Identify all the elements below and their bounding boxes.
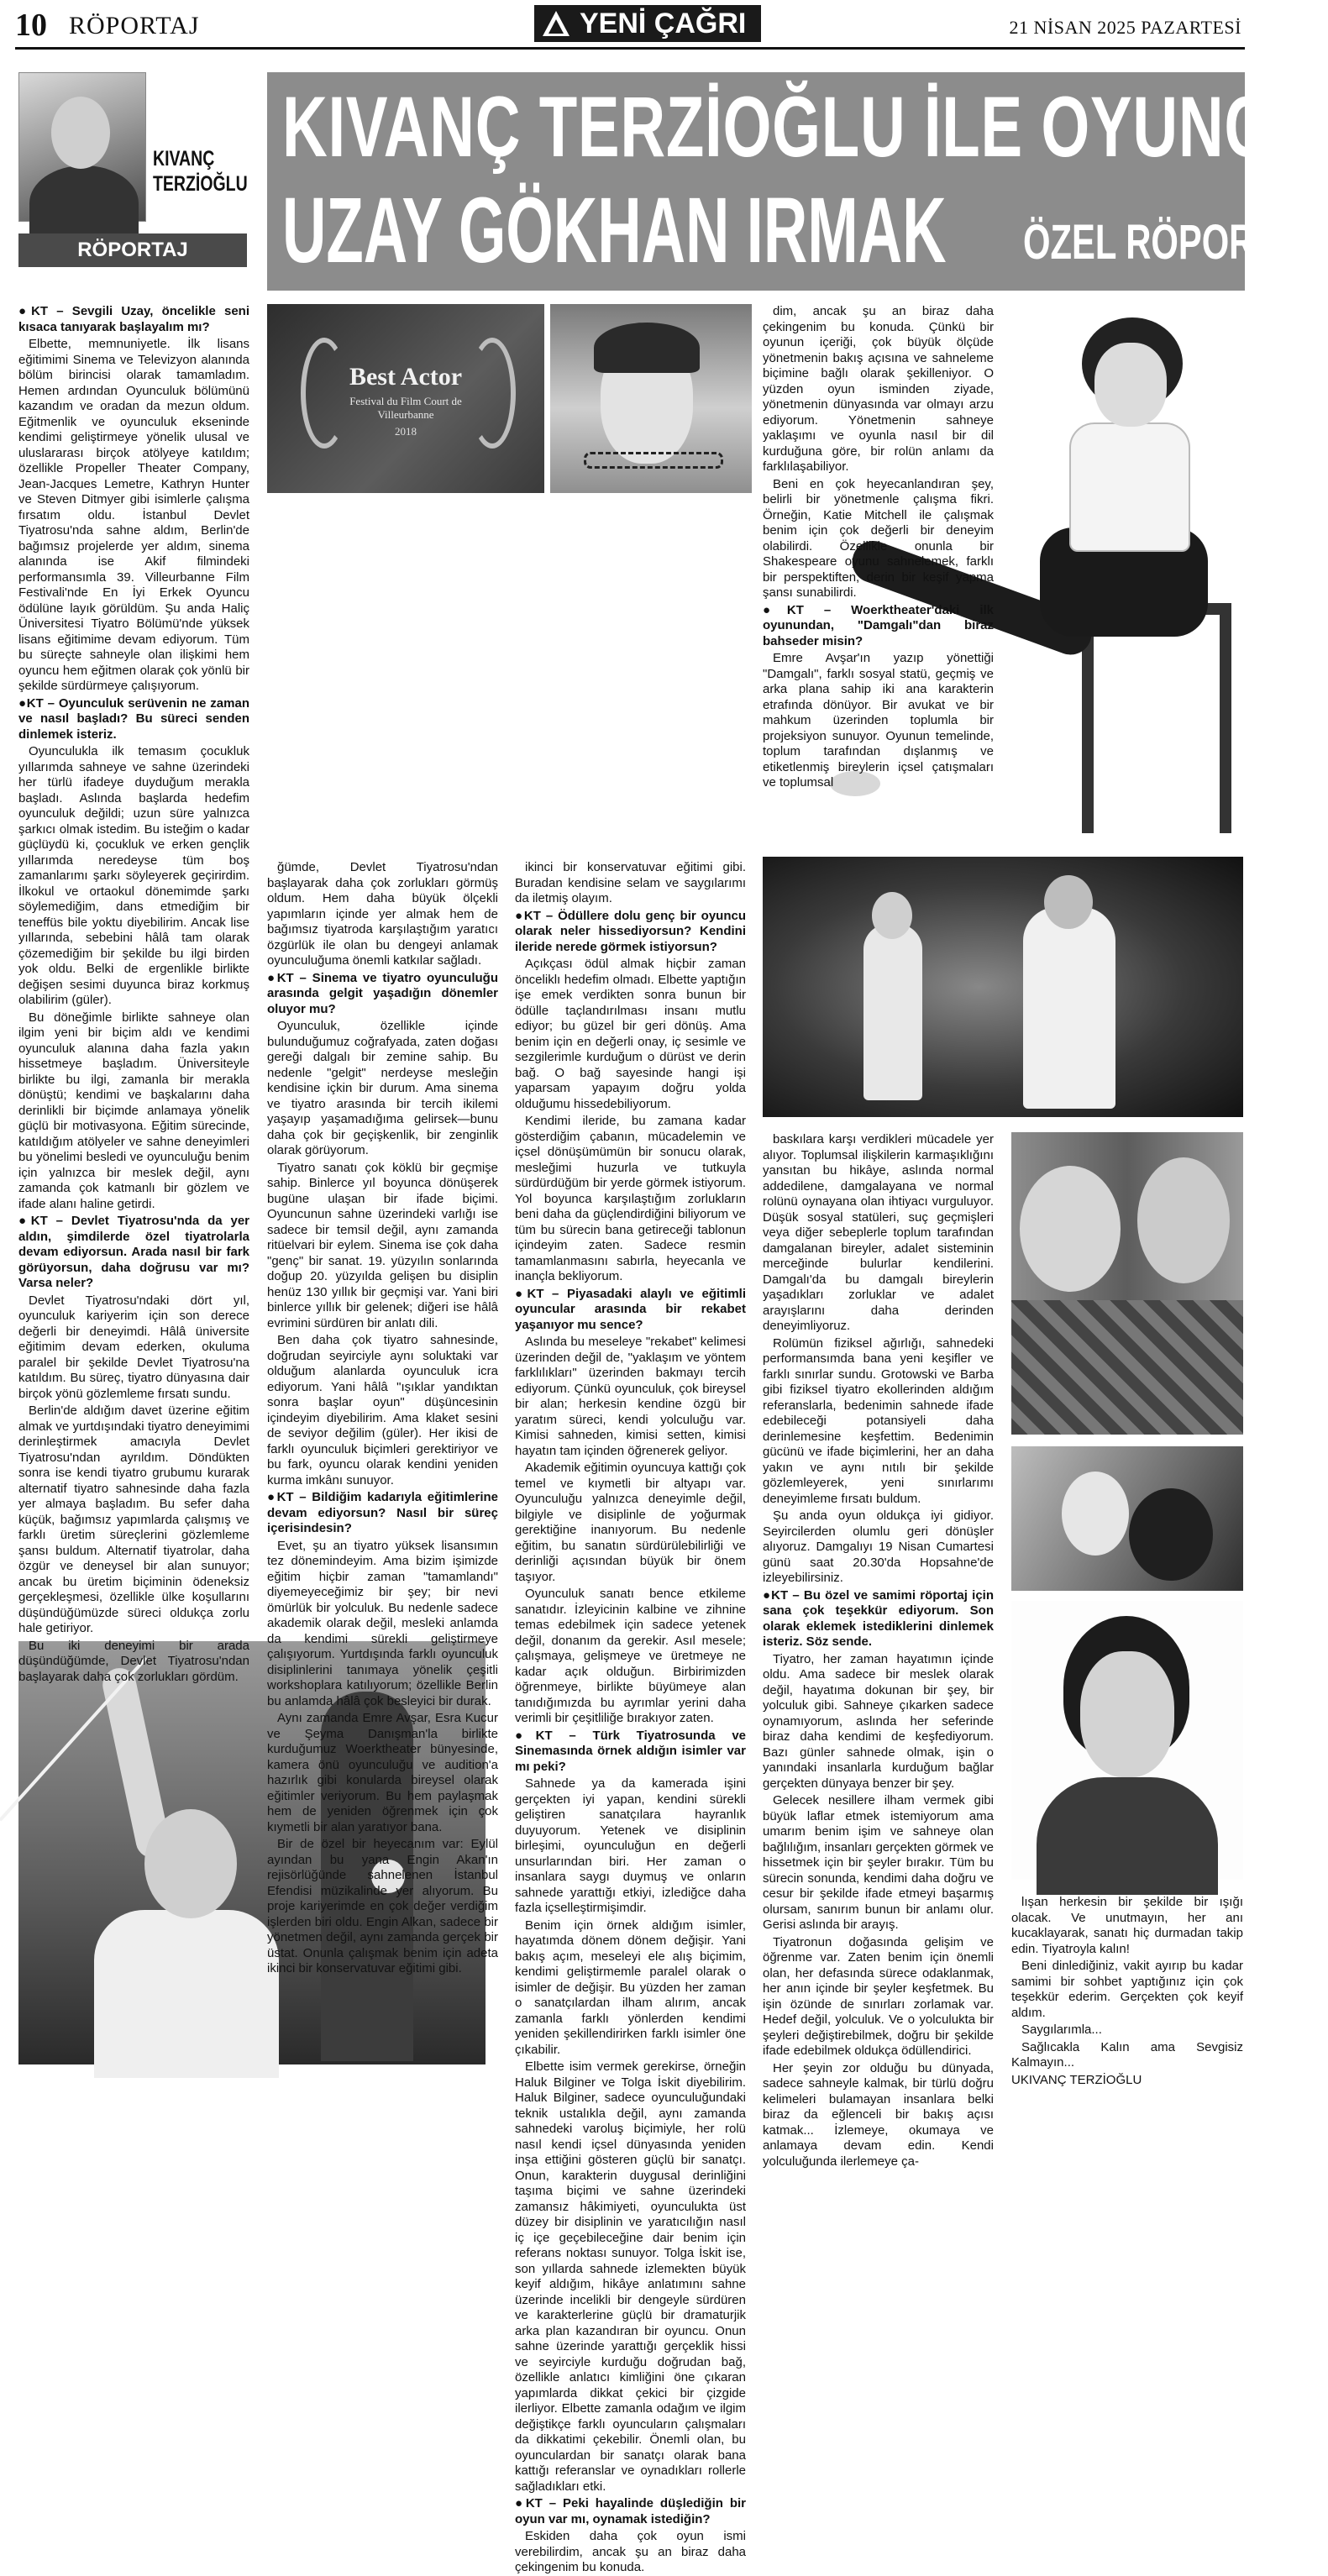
article-column-3 [515, 860, 747, 2574]
answer-paragraph: Beni dinlediğiniz, vakit ayırıp bu kadar samimi bir sohbet yaptığınız için çok teşekkür ederim. Gerçekten çok keyif aldım. [1011, 1959, 1243, 2020]
author-signature: UKIVANÇ TERZİOĞLU [1011, 2072, 1142, 2087]
interview-question: ● KT – Devlet Tiyatrosu'nda da yer aldın, şimdilerde özel tiyatrolarla devam ediyorsun. Arada nasıl bir fark görüyorsun, daha doğrusu var mı? Varsa neler? [18, 1214, 249, 1292]
answer-paragraph: Oyunculuk sanatı bence etkileme sanatıdır. İzleyicinin kalbine ve zihnine temas edebilmek için sadece yetenek değil, donanım da gerekir. Asıl mesele; çalışmaya, gelişmeye ve üretmeye ne kadar açık olduğun. Birbirimizden öğrenmeye, birlikte büyümeye alan tanıdığımızda bu ayrımlar yerini daha verimli bir çeşitliliğe bırakıyor zaten. [515, 1587, 746, 1725]
author-name-line1: KIVANÇ [153, 147, 215, 171]
answer-paragraph: Açıkçası ödül almak hiçbir zaman önceliklı hedefim olmadı. Elbette yaptığın işe emek verdikten sonra bunun bir ödülle taçlandırılması insanı mutlu ediyor; bu güzel bir geri dönüş. Ama benim için en değerli onay, iç sesimle ve sezgilerimle kurduğum o dürüst ve derin bağ. O bağ sayesinde hangi işi yaparsam yapayım doğru yolda olduğumu hissedebiliyorum. [515, 957, 746, 1111]
answer-paragraph: Eskiden daha çok oyun ismi verebilirdim, ancak şu an biraz daha çekingenim bu konuda. [515, 2529, 746, 2574]
headline-banner [267, 72, 1328, 291]
answer-paragraph: Sağlıcakla Kalın ama Sevgisiz Kalmayın... [1011, 2039, 1243, 2070]
answer-paragraph: Saygılarımla... [1021, 2023, 1102, 2037]
masthead-logo [534, 5, 761, 42]
award-title: Best Actor [349, 363, 463, 391]
duo-portrait-photo [1011, 1132, 1243, 1435]
answer-paragraph: Gelecek nesillere ilham vermek gibi büyük laflar etmek istemiyorum ama umarım benim işim ve sahneye olan bağlılığım, insanları gerçekten görmek ve hissetmek için bir şeyler bırakır. Tüm bu sürecin sonunda, kendimi daha doğru ve cesur bir şekilde ifade etmeyi başarmış olursam, sanırım bunun bir anlamı olur. Gerisi aslında bir arayış. [763, 1793, 994, 1932]
author-photo [18, 72, 146, 222]
interview-question: ● KT – Peki hayalinde düşlediğin bir oyun var mı, oynamak istediğin? [515, 2496, 746, 2527]
answer-paragraph: Ben daha çok tiyatro sahnesinde, doğrudan seyirciyle aynı soluktaki var olduğum alanlarda oyunculuk icra ediyorum. Yani hâlâ "ışıklar yandıktan sonra başlar oyun" düşüncesinin içindeyim diyebilirim. Ama klaket sesini de seviyor değilim (güler). Her ikisi de farklı oyunculuk biçimleri gerektiriyor ve bu fark, oyuncu olarak kendini yeniden kurma imkânı sunuyor. [267, 1333, 498, 1487]
answer-paragraph: Benim için örnek aldığım isimler, hayatımda dönem dönem değişir. Yani bakış açım, meseleyi ele alış biçimim, kendimi geliştirmemle paralel olarak o isimler de değişir. Bu yüzden her zaman o sanatçılardan ilham alırım, ancak zamanla farklı yönlerden kendimi yeniden şekillendirirken farklı isimler öne çıkabilir. [515, 1918, 746, 2057]
page-number: 10 [15, 8, 47, 43]
answer-paragraph: baskılara karşı verdikleri mücadele yer alıyor. Toplumsal ilişkilerin karmaşıklığını yansıtan bu hikâye, aslında normal addedilene, damgalayana ve normal rolünü oynayana olan ihtiyacı vurguluyor. Düşük sosyal statüleri, suç geçmişleri veya diğer sebeplerle toplum tarafından damgalanan bireyler, adalet sisteminin merceğinde bulurlar kendilerini. Damgalı'da bu damgalı bireylerin yaşadıkları zorluklar ve adalet arayışlarını daha derinden deneyimliyoruz. [763, 1132, 994, 1333]
interview-question: ● KT – Sinema ve tiyatro oyunculuğu arasında gelgit yaşadığın dönemler oluyor mu? [267, 971, 498, 1018]
answer-paragraph: Oyunculuk, özellikle içinde bulunduğumuz coğrafyada, zaten doğası gereği dalgalı bir zemine sahip. Bu nedenle "gelgit" nerdeyse mesleğin kendisine içkin bir durum. Ama sinema ve tiyatro arasında bir tercih ikilemi yaşayıp yaşamadığıma gelirsek—bunu daha çok bir geçişkenlik, bir zenginlik olarak görüyorum. [267, 1019, 498, 1157]
answer-paragraph: Şu anda oyun oldukça iyi gidiyor. Seyircilerden olumlu geri dönüşler alıyoruz. Damgalıyı 19 Nisan Cumartesi günü saat 20.30'da Hopsahne'de izleyebilirsiniz. [763, 1508, 994, 1585]
interview-question: ● KT – Sevgili Uzay, öncelikle seni kısaca tanıyarak başlayalım mı? [18, 304, 249, 335]
interview-question: ● KT – Bildiğim kadarıyla eğitimlerine devam ediyorsun? Nasıl bir süreç içerisindesin? [267, 1490, 498, 1537]
answer-paragraph: Bu döneğimle birlikte sahneye olan ilgim yeni bir biçim aldı ve kendimi oyunculuk alanına daha fazla yakın hissetmeye başladım. Üniversiteyle birlikte bu ilgi, zamanla bir merakla dönüştü; kendimi ve başkalarını daha derinlikli bir biçimde anlamaya yönelik güçlü bir motivasyona. Eğitim sürecinde, katıldığım atölyeler ve sahne deneyimleri bu yönelimi besledi ve oyunculuğu benim için yalnızca bir meslek değil, aynı zamanda çok katmanlı bir gözlem ve ifade alanı haline getirdi. [18, 1010, 249, 1211]
chained-actor-photo [550, 304, 752, 493]
headline-suffix: ÖZEL RÖPORTAJI [1023, 215, 1328, 270]
answer-paragraph: Evet, şu an tiyatro yüksek lisansımın tez dönemindeyim. Ama bizim işimizde eğitim hiçbir zaman "tamamlandı" diyemeyeceğimiz bir şey; bir nevi ömürlük bir yolculuk. Bu nedenle sadece akademik olarak değil, mesleki anlamda da kendimi sürekli geliştirmeye çalışıyorum. Yurtdışında farklı oyunculuk disiplinlerini tanımaya yönelik çeşitli workshoplara katılıyorum; özellikle Berlin bu anlamda hâlâ çok besleyici bir durak. [267, 1538, 498, 1708]
interview-question: ● KT – Oyunculuk serüvenin ne zaman ve nasıl başladı? Bu süreci senden dinlemek isteriz. [18, 696, 249, 743]
answer-paragraph: Beni en çok heyecanlandıran şey, belirli bir yönetmenle çalışma fikri. Örneğin, Katie Mitchell ile çalışmak benim için çok değerli bir deneyim olabilirdi. Özellikle onunla bir Shakespeare oyunu sahnelemek, farklı bir perspektiften, derin bir keşif yapma şansı sunabilirdi. [763, 476, 994, 600]
answer-paragraph: Oyunculukla ilk temasım çocukluk yıllarımda sahneye ve sahne üzerindeki her türlü ifadeye duyduğum merakla başladı. Aslında başlarda hedefim oyunculuk değildi; uzun süre yalnızca şarkıcı olmak istedim. Bu isteğim o kadar güçlüydü ki, çocukluk ve erken gençlik yıllarımda neredeyse tüm boş zamanlarımı şarkı söyleyerek geçirirdim. İlkokul ve ortaokul dönemimde şarkı söylemediğim, dans etmediğim bir teneffüs bile yoktu diyebilirim. Ancak lise yıllarında, sebebini hâlâ tam olarak çözemediğim bir şekilde bu ilgi birden yok oldu. Belki de ergenlikle birlikte değişen sesimi duyunca biraz korkmuş olabilirim (güler). [18, 744, 249, 1007]
answer-paragraph: Tiyatronun doğasında gelişim ve öğrenme var. Zaten benim için önemli olan, her defasında sürece odaklanmak, her anın içinde bir şeyler keşfetmek. Bu işin özünde de sınırları zorlamak var. Hedef değil, yolculuk. Ve o yolculukta bir şeyleri değiştirebilmek, doğru bir şekilde ifade edebilmek oldukça ödüllendirici. [763, 1934, 994, 2058]
answer-paragraph: Bu iki deneyimi bir arada düşündüğümde, Devlet Tiyatrosu'ndan başlayarak daha çok zorlukları gördüm. [18, 1638, 249, 1684]
article-column-4-continued [763, 1132, 994, 2169]
answer-paragraph: Her şeyin zor olduğu bu dünyada, sadece sahneyle kalmak, bir türlü doğru kelimeleri bulamayan insanlara belki biraz da eğlenceli bir bakış açısı katmak... İzlemeye, okumaya ve anlamaya devam edin. Kendi yolculuğunda ilerlemeye ça- [763, 2060, 994, 2169]
article-column-1 [18, 304, 250, 1684]
article-closing-column [1011, 1895, 1243, 2087]
answer-paragraph: Tiyatro sanatı çok köklü bir geçmişe sahip. Binlerce yıl boyunca dönüşerek bugüne ulaşan bir ifade biçimi. Oyuncunun sahne üzerindeki varlığı ise sadece bir temsil değil, aynı zamanda ritüelvari bir eylem. Sinema ise çok daha "genç" bir sanat. 19. yüzyılın sonlarında doğup 20. yüzyılda gelişen bu disiplin henüz 130 yıllık bir geçmişi var. Yani biri binlerce yıllık bir gelenek; diğeri ise hâlâ evrimini sürdüren bir anlatı dili. [267, 1160, 498, 1330]
article-column-2 [267, 860, 498, 2061]
answer-paragraph: Rolümün fiziksel ağırlığı, sahnedeki performansımda bana yeni keşifler ve farklı sınırlar sundu. Grotowski ve Barba gibi fiziksel tiyatro ekollerinden aldığım referanslarla, bedenimin sahnede ifade edebileceği potansiyeli daha derinlemesine keşfettim. Bedenimin gücünü ve ifade biçimlerini, her an daha yakın ve aynı nıtılı bir şekilde gözlemleyerek, yeni sınırlarımı deneyimleme fırsatı buldum. [763, 1335, 994, 1506]
answer-paragraph: Berlin'de aldığım davet üzerine eğitim almak ve yurtdışındaki tiyatro deneyimimi derinleştirmek amacıyla Devlet Tiyatrosu'ndan ayrıldım. Döndükten sonra ise kendi tiyatro grubumu kurarak alternatif tiyatro sahnesinde daha fazla yer almaya başladım. Bu sefer daha küçük, bağımsız yapımlarda çalışmış ve farklı üretim süreçlerini gözlemleme şansı buldum. Alternatif tiyatrolar, daha özgür ve deneysel bir alan sunuyor; ancak bu üretim biçiminin ödeneksiz gerçekleşmesi, özellikle ülke koşullarını düşündüğümüzde süreci oldukça zorlu hale getiriyor. [18, 1403, 249, 1635]
header-divider [15, 47, 1245, 50]
headline-line1: KIVANÇ TERZİOĞLU İLE OYUNCU [282, 79, 1316, 175]
answer-paragraph: Sahnede ya da kamerada işini gerçekten iyi yapan, kendini sürekli geliştiren sanatçılara hayranlık duyuyorum. Yetenek ve disiplinin birleşimi, oyunculuğun en değerli unsurlarından biri. Her zaman o insanlara saygı duymuş ve onların sahnede yarattığı etkiyi, izlediğce daha fazla içselleştirmişimdir. [515, 1776, 746, 1915]
interview-question: ● KT – Türk Tiyatrosunda ve Sinemasında örnek aldığın isimler var mı peki? [515, 1729, 746, 1776]
stage-scene-photo [763, 857, 1243, 1117]
page-header [0, 0, 1260, 49]
answer-paragraph: Elbette, memnuniyetle. İlk lisans eğitimimi Sinema ve Televizyon alanında bölüm birincisi olarak tamamladım. Hemen ardından Oyunculuk bölümünü kazandım ve oradan da mezun oldum. Eğitmenlik ve oyunculuk ekseninde kendimi geliştirmeye yönelik ulusal ve uluslararası birçok atölyeye katıldım; özellikle Propeller Theater Company, Jean-Jacques Lemetre, Kathryn Hunter ve Steven Ditmyer gibi isimlerle çalışma fırsatım oldu. İstanbul Devlet Tiyatrosu'nda sahne aldım, Berlin'de bağımsız projelerde yer aldım, sinema alanında ise Akif filmindeki performansımla 39. Villeurbanne Film Festivali'nde En İyi Erkek Oyuncu ödülüne layık görüldüm. Şu anda Haliç Üniversitesi Tiyatro Bölümü'nde yüksek lisans eğitimime devam ediyorum. Tüm bu süreçte sahneyle olan ilişkimi hem oyuncu hem eğitmen olarak çok yönlü bir şekilde sürdürmeye çalışıyorum. [18, 337, 249, 693]
answer-paragraph: Kendimi ileride, bu zamana kadar gösterdiğim çabanın, mücadelemin ve içsel dönüşümümün bir sonucu olarak, mesleğimi huzurla ve tutkuyla sürdürdüğüm bir yerde görmek istiyorum. Yol boyunca karşılaştığım zorlukların beni daha da güçlendirdiğini biliyorum ve tüm bu sürecin bana getireceği tablonun içindeyim zaten. Sadece resmin tamamlanmasını sabırla, heyecanla ve inançla bekliyorum. [515, 1114, 746, 1283]
masthead-title: YENİ ÇAĞRI [580, 8, 747, 39]
author-name [153, 146, 248, 197]
award-year: 2018 [395, 425, 417, 438]
answer-paragraph: Tiyatro, her zaman hayatımın içinde oldu. Ama sadece bir meslek olarak değil, hayatıma dokunan bir şey, bir yolculuk gibi. Sahneye çıkarken sadece oynamıyorum, aslında her seferinde biraz daha kendimi de keşfediyorum. Bazı günler sahnede olmak, işin o yanındaki insanlarla kurduğum bağlar gerçekten dünyaya benzer bir şey. [763, 1651, 994, 1791]
award-photo [267, 304, 544, 493]
answer-paragraph: dim, ancak şu an biraz daha çekingenim bu konuda. Çünkü bir oyunun içeriği, çok büyük ölçüde yönetmenin bakış açısına ve sahneleme biçimine bağlı olarak şekilleniyor. O yüzden oyun isminden ziyade, yönetmenin dünyasında var olmayı arzu ediyorum. Yönetmenin sahneye yaklaşımı ve oyunla nasıl bir dil kurduğuna göre, bir rolün anlamı da farklılaşabiliyor. [763, 304, 994, 474]
interview-question: ● KT – Ödüllere dolu genç bir oyuncu olarak neler hissediyorsun? Kendini ileride nerede görmek istiyorsun? [515, 909, 746, 956]
answer-paragraph: Aslında bu meseleye "rekabet" kelimesi üzerinden değil de, "yaklaşım ve yöntem farklılıkları" üzerinden bakmayı tercih ediyorum. Çünkü oyunculuk, çok bireysel bir alan; herkesin kendine özgü bir yaratım süreci, kendi yolculuğu var. Kimisi sahneden, kimisi setten, kimisi hayatın tam içinden öğrenerek geliyor. [515, 1335, 746, 1458]
answer-paragraph: Elbette isim vermek gerekirse, örneğin Haluk Bilginer ve Tolga İskit diyebilirim. Haluk Bilginer, sadece oyunculuğundaki teknik ustalıkla değil, aynı zamanda sahnedeki varoluş biçimiyle, her rolü nasıl kendi içsel dünyasında yeniden inşa ettiğini gösteren güçlü bir sanatçı. Onun, karakterin duygusal derinliğini taşıma biçimi ve sahne üzerindeki zamansız hâkimiyeti, oyunculukta üst düzey bir disiplinin ve yaratıcılığın nasıl iç içe geçebileceğine dair benim için referans noktası sunuyor. Tolga İskit ise, son yıllarda sahnede izlemekten büyük keyif aldığım, hikâye anlatımını sahne üzerinde incelikli bir dengeyle sürdüren ve karakterlerine güçlü bir dramaturjik arka plan kazandıran bir oyuncu. Onun sahne üzerinde yarattığı gerçeklik hissi ve seyirciyle kurduğu doğrudan bağ, özellikle anlatıcı kimliğini öne çıkaran yapımlarda dikkat çekici bir çizgide ilerliyor. Elbette zamanla odağım ve ilgim değiştikçe farklı oyuncuların çalışmaları da dikkatimi çekebilir. Önemli olan, bu oyunculardan bir sanatçı olarak bana kattığı referanslar ve oynadıkları rollerle sağladıkları etki. [515, 2059, 746, 2494]
author-box [18, 72, 247, 274]
answer-paragraph: Aynı zamanda Emre Avşar, Esra Kucur ve Şeyma Danışman'la birlikte kurduğumuz Woerktheater bünyesinde, kamera önü oyunculuğu ve audition'a hazırlık gibi konularda bireysel olarak eğitimler veriyorum. Bu hem paylaşmak hem de yeniden öğrenmek için çok kıymetli bir alan yaratıyor bana. [267, 1711, 498, 1834]
embrace-scene-photo [1011, 1446, 1243, 1591]
headline-line2: UZAY GÖKHAN IRMAK [282, 179, 947, 282]
answer-paragraph: ğümde, Devlet Tiyatrosu'ndan başlayarak daha çok zorlukları görmüş oldum. Hem daha büyük ölçekli yapımların içinde yer almak hem de bağımsız tiyatroda karşılaştığım yaratıcı özgürlük ile olan bu dengeyi anlamak oyunculuğuma önemli katkılar sağladı. [267, 860, 498, 968]
article-category-tag: RÖPORTAJ [18, 233, 247, 267]
interview-question: ● KT – Bu özel ve samimi röportaj için sana çok teşekkür ediyorum. Son olarak eklemek istediklerini dinlemek isteriz. Söz sende. [763, 1588, 994, 1650]
newspaper-emblem-icon [541, 9, 571, 38]
answer-paragraph: ikinci bir konservatuvar eğitimi gibi. Buradan kendisine selam ve saygılarımı da iletmiş olayım. [515, 860, 746, 905]
answer-paragraph: lışan herkesin bir şekilde bir ışığı olacak. Ve unutmayın, her anı kucaklayarak, sanatı hiç durmadan takip edin. Tiyatroyla kalın! [1011, 1895, 1243, 1956]
interview-question: ● KT – Woerktheater'daki ilk oyunundan, "Damgalı"dan biraz bahseder misin? [763, 603, 994, 650]
award-festival: Festival du Film Court de Villeurbanne [349, 395, 462, 421]
article-column-4 [763, 304, 994, 884]
section-name: RÖPORTAJ [69, 12, 200, 39]
answer-paragraph: Bir de özel bir heyecanım var: Eylül ayından bu yana Engin Akan'ın rejisörlüğünde sahnelenen İstanbul Efendisi müzikalinde yer alıyorum. Bu proje kariyerimde en çok değer verdiğim işlerden biri oldu. Engin Alkan, sadece bir yönetmen değil, aynı zamanda gerçek bir üstat. Onunla çalışmak benim için adeta ikinci bir konservatuvar eğitimi gibi. [267, 1837, 498, 1975]
actor-portrait-photo [1011, 1601, 1243, 1880]
answer-paragraph: Devlet Tiyatrosu'ndaki dört yıl, oyunculuk kariyerim için son derece değerli bir deneyimdi. Hâlâ üniversite eğitimim devam ederken, okuluma paralel bir şekilde Devlet Tiyatrosu'na katıldım. Bu süreç, tiyatro dünyasına dair birçok yönü gözlemleme fırsatı sundu. [18, 1293, 249, 1401]
answer-paragraph: Emre Avşar'ın yazıp yönettiği "Damgalı", farklı sosyal statü, geçmiş ve arka plana sahip iki ana karakterin etrafında dönüyor. Bir avukat ve bir mahkum üzerinden toplumla bir projeksiyon sunuyor. Oyunun temelinde, toplum tarafından dışlanmış ve etiketlenmiş bireylerin içsel çatışmaları ve toplumsal [763, 651, 994, 790]
issue-date: 21 NİSAN 2025 PAZARTESİ [1009, 17, 1241, 38]
author-name-line2: TERZİOĞLU [153, 172, 248, 196]
interview-question: ● KT – Piyasadaki alaylı ve eğitimli oyuncular arasında bir rekabet yaşanıyor mu sence? [515, 1287, 746, 1334]
answer-paragraph: Akademik eğitimin oyuncuya kattığı çok temel ve kıymetli bir altyapı var. Oyunculuğu yalnızca deneyimle değil, bilgiyle ve disiplinle de yoğurmak gerektiğine inanıyorum. Bu nedenle eğitim, bu sanatın sürdürülebilirliği ve derinliği açısından büyük bir önem taşıyor. [515, 1461, 746, 1584]
